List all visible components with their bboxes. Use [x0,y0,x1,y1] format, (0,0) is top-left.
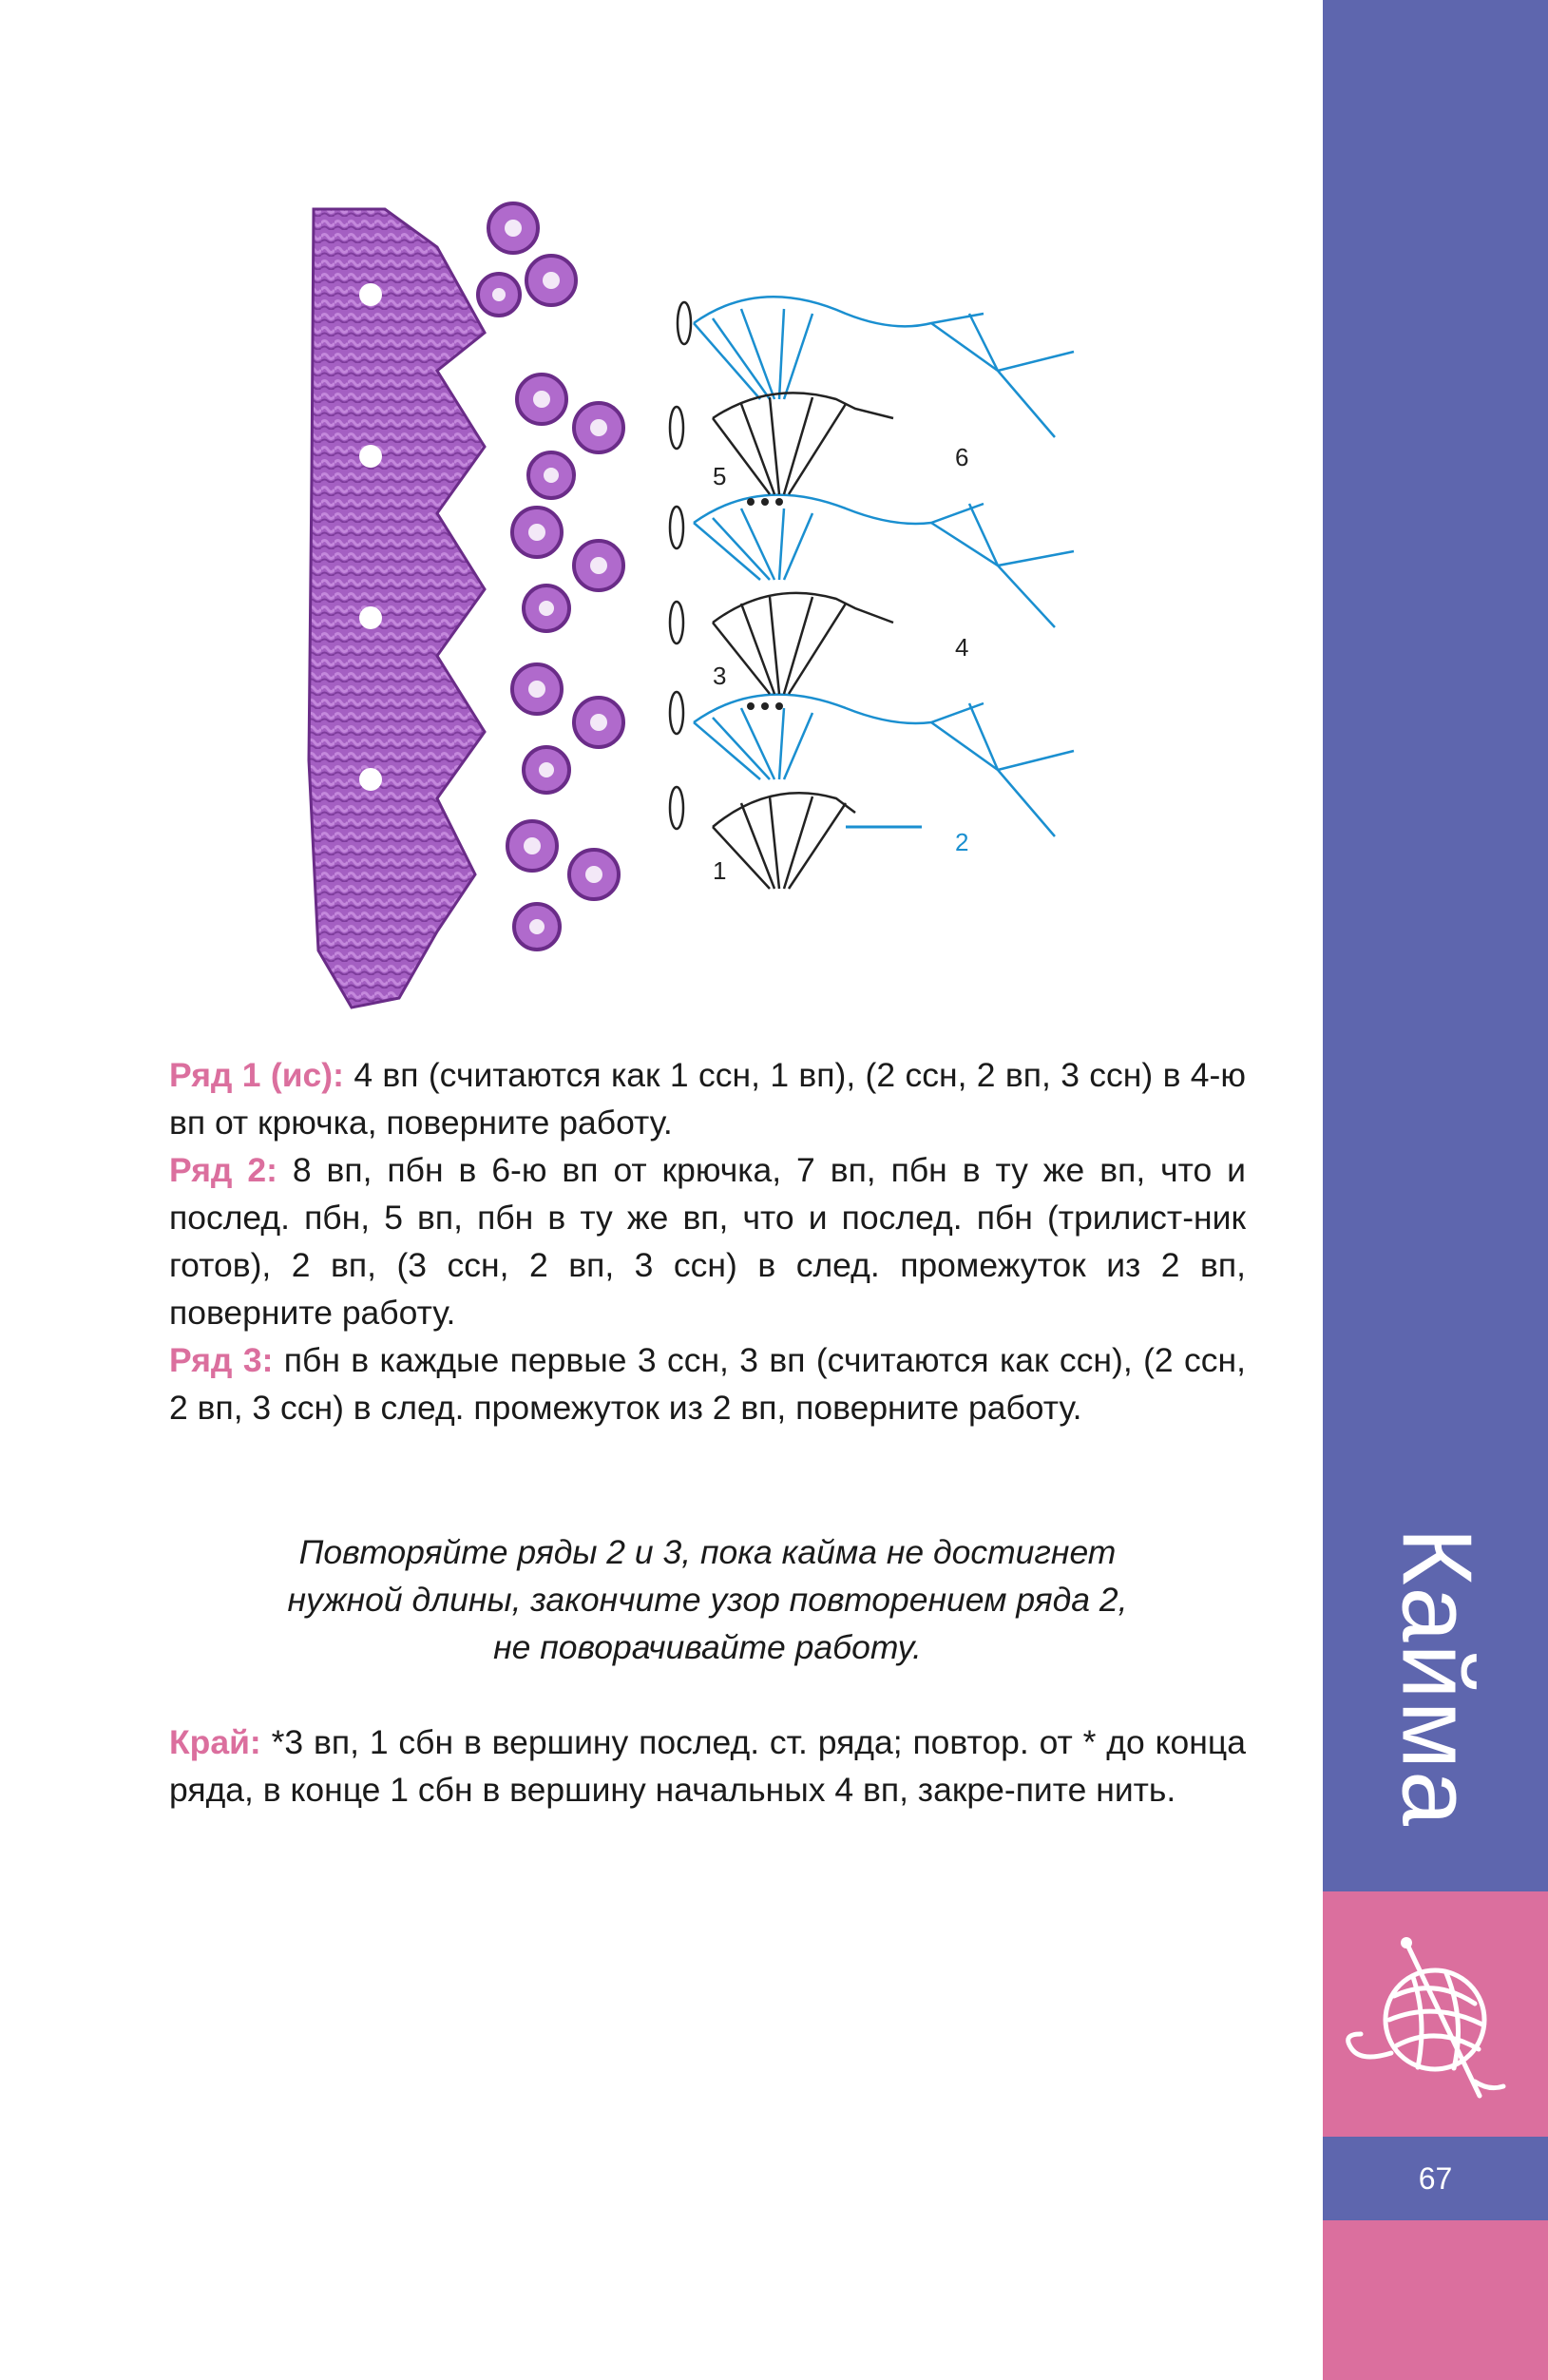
edge-line-3: пите нить. [1015,1771,1176,1809]
repeat-note-line-2: нужной длины, закончите узор повторением ряда 2, [287,1581,1128,1619]
repeat-note-line-1: Повторяйте ряды 2 и 3, пока кайма не достигнет [298,1533,1117,1571]
yarn-ball-crochet-hook-icon [1323,1891,1548,2137]
edge-line-2: конца ряда, в конце 1 сбн в вершину начальных 4 вп, закре- [169,1723,1246,1809]
chapter-title-text: Кайма [1381,1527,1491,1828]
row-number-6: 6 [955,443,969,471]
row-2-line-1: 8 вп, пбн в 6-ю вп от крючка, 7 вп, пбн в ту же вп, что [292,1151,1213,1189]
sidebar-pink-band [1323,2220,1548,2380]
repeat-note-line-3: не поворачивайте работу. [493,1628,922,1666]
row-1-instruction [169,1051,1246,1146]
crochet-border-photo [295,190,637,1017]
row-3-line-3: работу. [967,1389,1082,1427]
row-number-2: 2 [955,828,969,856]
row-3-line-2: (2 ссн, 2 вп, 3 ссн) в след. промежуток из 2 вп, поверните [169,1341,1246,1427]
row-2-label: Ряд 2: [169,1151,277,1189]
edge-line-1: *3 вп, 1 сбн в вершину послед. ст. ряда; повтор. от * до [271,1723,1145,1761]
edge-label: Край: [169,1723,261,1761]
row-2-instruction [169,1146,1246,1336]
chapter-title [1323,1483,1548,1872]
row-number-3: 3 [713,662,727,690]
crochet-chart [656,295,1150,912]
row-number-4: 4 [955,633,969,662]
row-number-1: 1 [713,856,727,885]
row-number-5: 5 [713,462,727,490]
row-3-instruction [169,1336,1246,1431]
row-3-label: Ряд 3: [169,1341,274,1379]
chapter-sidebar [1323,0,1548,2380]
row-3-line-1: пбн в каждые первые 3 ссн, 3 вп (считаются как ссн), [283,1341,1133,1379]
row-1-label: Ряд 1 (ис): [169,1056,344,1094]
row-2-line-3: ник готов), 2 вп, (3 ссн, 2 вп, 3 ссн) в след. промежуток из 2 вп, [169,1199,1246,1284]
row-1-line-1: 4 вп (считаются как 1 ссн, 1 вп), (2 ссн, 2 вп, 3 ссн) [354,1056,1154,1094]
edge-instruction [169,1718,1246,1814]
page-number: 67 [1323,2137,1548,2220]
row-2-line-4: поверните работу. [169,1294,456,1332]
repeat-note [169,1528,1246,1671]
row-1-line-2: в 4-ю вп от крючка, поверните работу. [169,1056,1246,1142]
row-2-line-2: и послед. пбн, 5 вп, пбн в ту же вп, что и послед. пбн (трилист- [169,1151,1246,1237]
row-instructions [169,1051,1246,1431]
